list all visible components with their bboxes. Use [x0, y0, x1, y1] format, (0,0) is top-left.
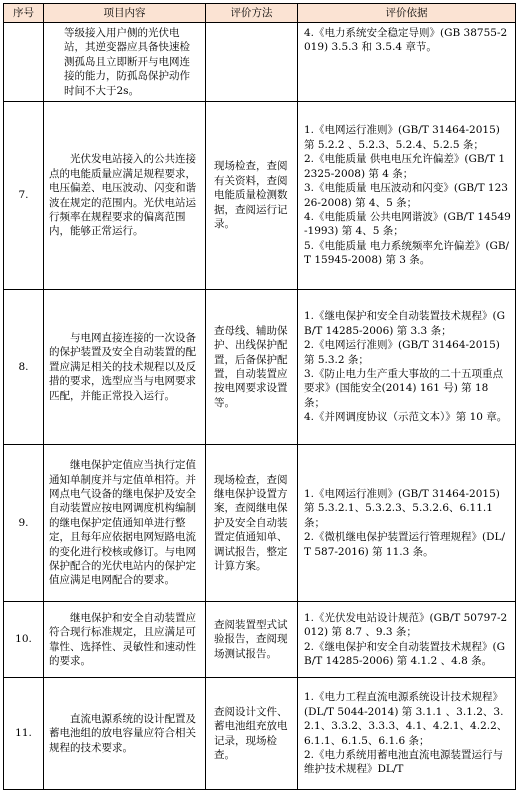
header-item: 项目内容 [44, 4, 206, 23]
table-row [4, 290, 516, 445]
basis-line: 1.《光伏发电站设计规范》(GB/T 50797-2012) 第 8.7 、9.3 条； [304, 611, 508, 639]
row-basis [298, 290, 516, 445]
basis-line: 3.《防止电力生产重大事故的二十五项重点要求》(国能安全(2014) 161 号) 第 18 条； [304, 368, 504, 409]
row-num: 11. [4, 678, 44, 790]
row-method: 查母线、辅助保护、出线保护配置，后备保护配置，自动装置应按电网要求设置等。 [206, 290, 298, 445]
basis-line: 1.《电网运行准则》(GB/T 31464-2015) 第 5.2.2 、5.2.3、5.2.4、5.2.5 条； [304, 124, 500, 151]
basis-line: 1.《电网运行准则》(GB/T 31464-2015) 第 5.3.2.1、5.3.2.3、5.3.2.6、6.11.1 条； [304, 487, 500, 529]
row-num: 8. [4, 290, 44, 445]
basis-line: 1.《继电保护和安全自动装置技术规程》(GB/T 14285-2006) 第 3.3 条； [304, 310, 506, 337]
row-item: 继电保护和安全自动装置应符合现行标准规定，且应满足可靠性、选择性、灵敏性和速动性的要求。 [44, 602, 206, 678]
table-row [4, 678, 516, 790]
row-item: 继电保护定值应当执行定值通知单制度并与定值单相符。并网点电气设备的继电保护及安全自动装置应按电网调度机构编制的继电保护定值通知单进行整定，且每年应依据电网短路电流的变化进行校核或修订。与电网保护配合的光伏电站内的保护定值应满足电网配合的要求。 [44, 445, 206, 602]
basis-line: 2.《继电保护和安全自动装置技术规程》(GB/T 14285-2006) 第 4.1.2 、4.8 条。 [304, 640, 506, 667]
header-num: 序号 [4, 4, 44, 23]
basis-line: 1.《电力工程直流电源系统设计技术规程》(DL/T 5044-2014) 第 3.1.1 、3.1.2、3.2.1、3.3.2、3.3.3、4.1、4.2.1、4.2.2、6.1.1、6.1.5、6.1.6 条； [304, 691, 508, 747]
row-num: 9. [4, 445, 44, 602]
header-row [4, 4, 516, 23]
basis-line: 4.《电能质量 公共电网谐波》(GB/T 14549-1993) 第 4、5 条； [304, 210, 511, 238]
row-num: 7. [4, 102, 44, 290]
table-row [4, 602, 516, 678]
basis-line: 2.《电能质量 供电电压允许偏差》(GB/T 12325-2008) 第 4 条； [304, 153, 506, 180]
table-row [4, 445, 516, 602]
row-method [206, 23, 298, 102]
row-item: 等级接入用户侧的光伏电站，其逆变器应具备快速检测孤岛且立即断开与电网连接的能力，防孤岛保护动作时间不大于2s。 [44, 23, 206, 102]
basis-line: 4.《电力系统安全稳定导则》(GB 38755-2019) 3.5.3 和 3.5.4 章节。 [304, 27, 508, 54]
basis-line: 5.《电能质量 电力系统频率允许偏差》(GB/T 15945-2008) 第 3 条。 [304, 239, 510, 267]
row-item: 与电网直接连接的一次设备的保护装置及安全自动装置的配置应满足相关的技术规程以及反措的要求，选型应当与电网要求匹配，并能正常投入运行。 [44, 290, 206, 445]
basis-line: 2.《电网运行准则》(GB/T 31464-2015) 第 5.3.2 条； [304, 339, 500, 366]
row-num [4, 23, 44, 102]
header-method: 评价方法 [206, 4, 298, 23]
row-method: 现场检查，查阅继电保护设置方案，查阅继电保护及安全自动装置定值通知单、调试报告，整定计算方案。 [206, 445, 298, 602]
basis-line: 3.《电能质量 电压波动和闪变》(GB/T 12326-2008) 第 4、5 条； [304, 182, 508, 209]
row-num: 10. [4, 602, 44, 678]
row-basis [298, 678, 516, 790]
header-basis: 评价依据 [298, 4, 516, 23]
row-basis [298, 23, 516, 102]
evaluation-table [3, 3, 516, 790]
row-item: 光伏发电站接入的公共连接点的电能质量应满足规程要求，电压偏差、电压波动、闪变和谐波在规定的范围内。光伏电站运行频率在规程要求的偏离范围内，能够正常运行。 [44, 102, 206, 290]
row-basis [298, 602, 516, 678]
row-item: 直流电源系统的设计配置及蓄电池组的放电容量应符合相关规程的技术要求。 [44, 678, 206, 790]
basis-line: 4.《并网调度协议（示范文本）》第 10 章。 [304, 411, 508, 424]
row-basis [298, 102, 516, 290]
basis-line: 2.《微机继电保护装置运行管理规程》(DL/T 587-2016) 第 11.3 条。 [304, 531, 506, 558]
row-method: 查阅设计文件、蓄电池组充放电记录，现场检查。 [206, 678, 298, 790]
table-row [4, 102, 516, 290]
basis-line: 2.《电力系统用蓄电池直流电源装置运行与维护技术规程》DL/T [304, 748, 504, 776]
row-method: 现场检查，查阅有关资料，查阅电能质量检测数据，查阅运行记录。 [206, 102, 298, 290]
row-method: 查阅装置型式试验报告，查阅现场测试报告。 [206, 602, 298, 678]
table-row [4, 23, 516, 102]
row-basis [298, 445, 516, 602]
